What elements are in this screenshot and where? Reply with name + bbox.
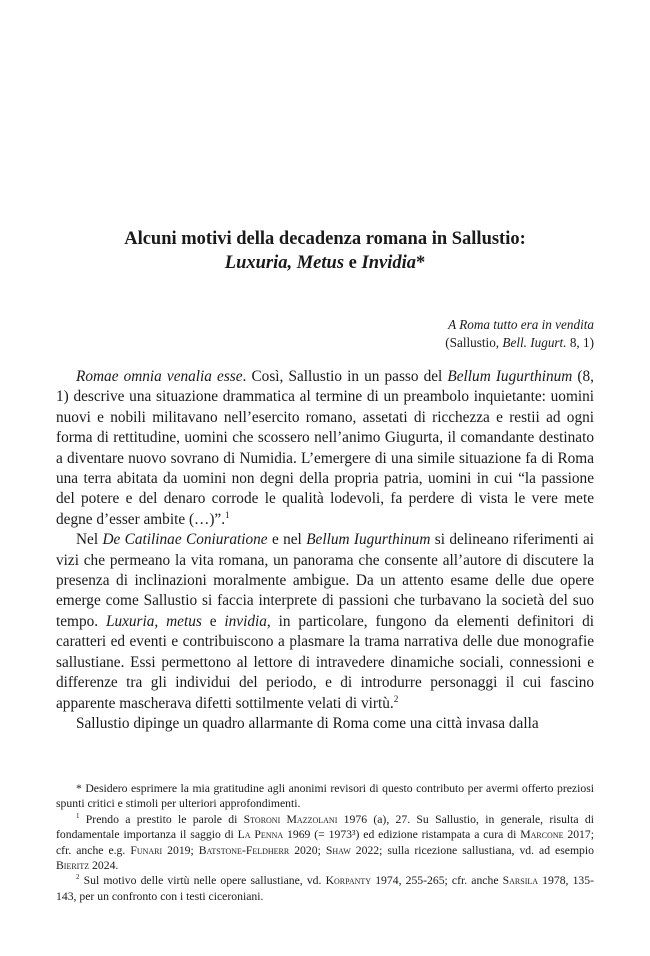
p2-text-5: , in particolare, fungono da elementi definitori di caratteri ed eventi e contribuiscono a plasmare la trama narrativa delle due monografie sallustiane. Essi permettono al lettore di intravedere dinamiche sociali, connessioni e differenze tra gli individui del periodo, e di introdurre personaggi il cui fascino apparente mascherava difetti sottilmente velati di virtù. [56, 612, 594, 712]
title-line-1: Alcuni motivi della decadenza romana in Sallustio: [124, 229, 526, 249]
p2-text-2: e nel [267, 531, 307, 549]
p2-text-1: Nel [76, 531, 103, 549]
footnotes [56, 781, 594, 904]
fn2-text-2: 1974, 255-265; cfr. anche [371, 874, 503, 888]
p2-text-3: si delineano riferimenti ai vizi che permeano la vita romana, un panorama che consente all’autore di discutere la presenza di inclinazioni moralmente ambigue. Da un attento esame delle due opere emerge come Sallustio si faccia interprete di passioni che turbavano la società del suo tempo. [56, 531, 594, 630]
fn2-author-1: Korpanty [325, 874, 372, 888]
p2-italic-1: De Catilinae Coniuratione [102, 531, 268, 549]
p1-text-1: . Così, Sallustio in un passo del [242, 368, 448, 385]
epigraph-source-ref: 8, 1) [566, 335, 594, 350]
fn1-author-1: Storoni Mazzolani [243, 812, 338, 826]
footnote-ref-1: 1 [225, 509, 230, 520]
fn1-text-5: 2019; [162, 843, 199, 857]
paragraph-3 [56, 714, 594, 734]
epigraph [445, 316, 594, 352]
fn1-text-7: 2022; sulla ricezione sallustiana, vd. ad esempio [350, 843, 594, 857]
footnote-ref-2: 2 [393, 693, 399, 704]
title-line-2 [0, 251, 650, 275]
footnote-2 [56, 873, 594, 904]
p1-text-2: (8, 1) descrive una situazione drammatica al termine di un preambolo inquietante: uomini nuovi e nobili militavano nell’esercito romano, assetati di ricchezza e restii ad ogni forma di rettitudine, uomini che scossero nell’animo Giugurta, il comandante destinato a diventare nuovo sovrano di Numidia. L’emergere di una simile situazione fa di Roma una terra abitata da uomini non degni della propria patria, uomini in cui “la passione del potere e del denaro corrode le qualità lodevoli, fa perdere di vista le vere mete degne d’esser ambite (…)”. [56, 368, 594, 528]
fn2-author-2: Sarsila [502, 874, 539, 888]
title-footnote-mark: * [415, 253, 426, 273]
fn2-text-3: 1978, 135-143, per un confronto con i testi ciceroniani. [56, 874, 595, 903]
fn1-author-2: La Penna [237, 828, 284, 842]
p1-italic-1: Romae omnia venalia esse [76, 368, 243, 385]
footnote-2-number: 2 [76, 873, 80, 882]
p3-text-1: Sallustio dipinge un quadro allarmante di Roma come una città invasa dalla [76, 714, 539, 732]
epigraph-source [445, 334, 594, 352]
fn1-author-3: Marcone [520, 828, 564, 842]
fn1-author-6: Shaw [325, 843, 351, 857]
p1-italic-2: Bellum Iugurthinum [447, 368, 573, 385]
article-title [0, 227, 650, 275]
title-term-2: Invidia [361, 253, 416, 273]
footnote-1-number: 1 [76, 811, 80, 820]
fn1-author-5: Batstone-Feldherr [198, 843, 290, 857]
epigraph-source-work: Bell. Iugurt. [502, 335, 567, 350]
paragraph-2 [56, 530, 594, 714]
body-text [56, 367, 594, 734]
title-term-1: Luxuria, Metus [224, 253, 345, 273]
title-conjunction: e [344, 253, 362, 273]
paragraph-1 [56, 367, 594, 530]
fn1-text-2: 1976 (a), 27. Su Sallustio, in generale, risulta di fondamentale importanza il saggio di [56, 812, 594, 842]
p2-italic-2: Bellum Iugurthinum [306, 531, 431, 549]
p2-italic-3: Luxuria, metus [105, 612, 202, 630]
p2-text-4: e [201, 612, 225, 630]
fn2-text-1: Sul motivo delle virtù nelle opere sallustiane, vd. [79, 874, 326, 888]
epigraph-quote: A Roma tutto era in vendita [448, 317, 594, 332]
footnote-star: * Desidero esprimere la mia gratitudine agli anonimi revisori di questo contributo per avermi offerto preziosi spunti critici e stimoli per ulteriori approfondimenti. [56, 782, 594, 811]
p2-italic-4: invidia [224, 612, 267, 630]
fn1-author-7: Bieritz [56, 859, 90, 873]
epigraph-source-open: (Sallustio, [445, 335, 503, 350]
fn1-text-6: 2020; [289, 843, 326, 857]
fn1-author-4: Funari [130, 843, 163, 857]
footnote-1 [56, 812, 594, 874]
fn1-text-3: 1969 (= 1973³) ed edizione ristampata a cura di [283, 828, 521, 842]
fn1-text-8: 2024. [89, 859, 119, 873]
fn1-text-4: 2017; cfr. anche e.g. [56, 828, 594, 857]
fn1-text-1: Prendo a prestito le parole di [79, 812, 244, 826]
